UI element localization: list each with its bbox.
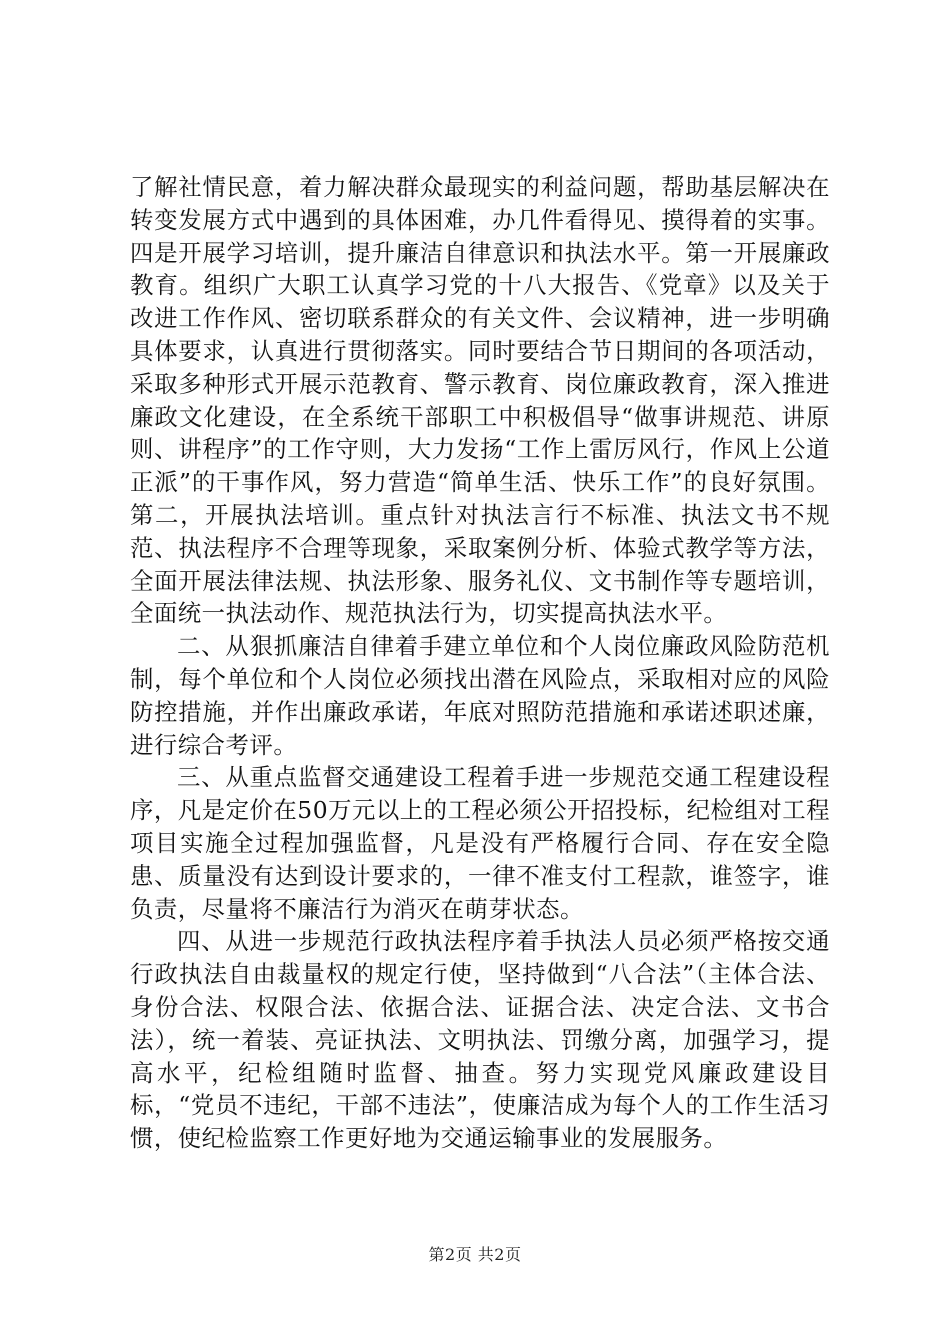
- paragraph-item-3: 三、从重点监督交通建设工程着手进一步规范交通工程建设程序，凡是定价在50万元以上的工程必须公开招投标，纪检组对工程项目实施全过程加强监督，凡是没有严格履行合同、存在安全隐患、质量没有达到设计要求的，一律不准支付工程款，谁签字，谁负责，尽量将不廉洁行为消灭在萌芽状态。: [130, 763, 830, 923]
- page-number-footer: 第2页 共2页: [428, 1245, 522, 1264]
- paragraph-item-4: 四、从进一步规范行政执法程序着手执法人员必须严格按交通行政执法自由裁量权的规定行使，坚持做到“八合法”（主体合法、身份合法、权限合法、依据合法、证据合法、决定合法、文书合法），统一着装、亮证执法、文明执法、罚缴分离，加强学习，提高水平，纪检组随时监督、抽查。努力实现党风廉政建设目标，“党员不违纪，干部不违法”，使廉洁成为每个人的工作生活习惯，使纪检监察工作更好地为交通运输事业的发展服务。: [130, 927, 830, 1153]
- document-body: [130, 171, 830, 1155]
- paragraph-continuation: 了解社情民意，着力解决群众最现实的利益问题，帮助基层解决在转变发展方式中遇到的具体困难，办几件看得见、摸得着的实事。四是开展学习培训，提升廉洁自律意识和执法水平。第一开展廉政教育。组织广大职工认真学习党的十八大报告、《党章》以及关于改进工作作风、密切联系群众的有关文件、会议精神，进一步明确具体要求，认真进行贯彻落实。同时要结合节日期间的各项活动，采取多种形式开展示范教育、警示教育、岗位廉政教育，深入推进廉政文化建设，在全系统干部职工中积极倡导“做事讲规范、讲原则、讲程序”的工作守则，大力发扬“工作上雷厉风行，作风上公道正派”的干事作风，努力营造“简单生活、快乐工作”的良好氛围。第二，开展执法培训。重点针对执法言行不标准、执法文书不规范、执法程序不合理等现象，采取案例分析、体验式教学等方法，全面开展法律法规、执法形象、服务礼仪、文书制作等专题培训，全面统一执法动作、规范执法行为，切实提高执法水平。: [130, 173, 830, 628]
- paragraph-item-2: 二、从狠抓廉洁自律着手建立单位和个人岗位廉政风险防范机制，每个单位和个人岗位必须找出潜在风险点，采取相对应的风险防控措施，并作出廉政承诺，年底对照防范措施和承诺述职述廉，进行综合考评。: [130, 632, 830, 759]
